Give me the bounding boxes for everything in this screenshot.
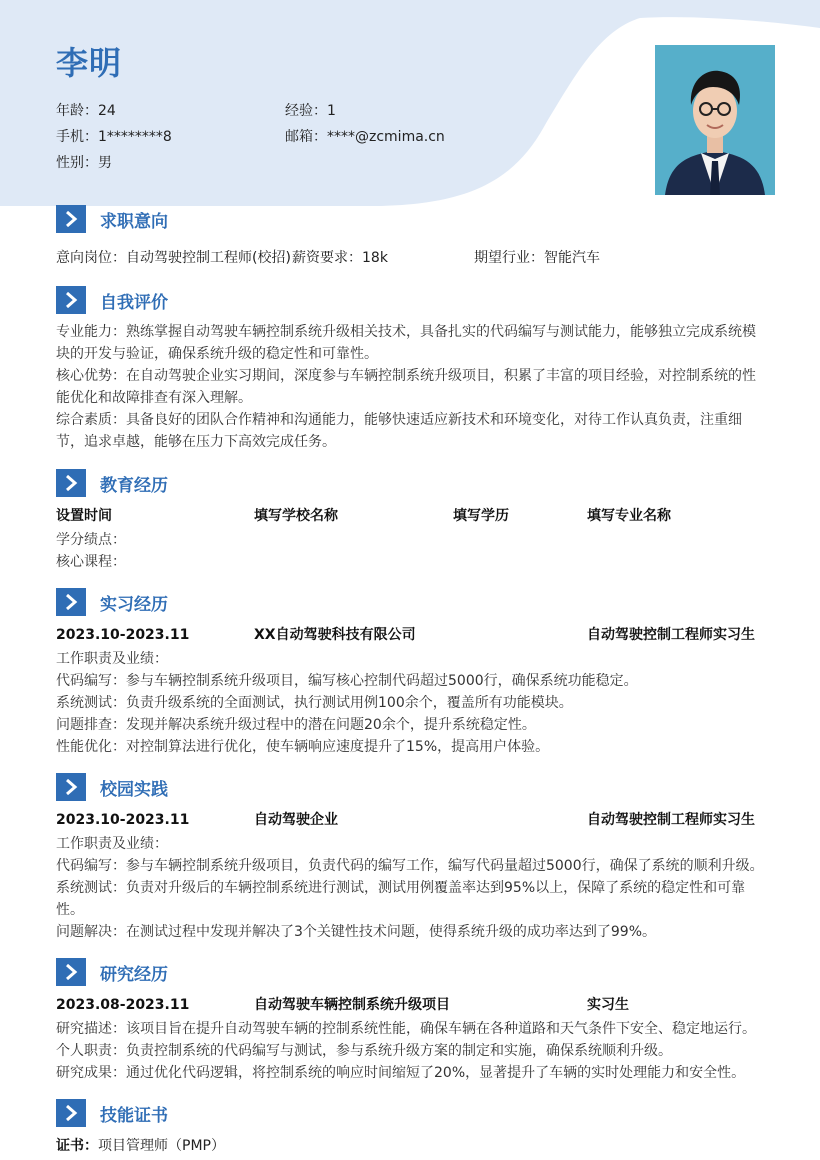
intent-salary: 薪资要求：18k [292,250,388,266]
phone-info: 手机：1********8 [56,129,172,145]
age-info: 年龄：24 [56,103,116,119]
chevron-right-icon [56,286,86,314]
chevron-right-icon [56,773,86,801]
section-header-intent [56,205,168,233]
section-title-skills: 技能证书 [100,1105,168,1126]
self-eval-paragraph: 专业能力：熟练掌握自动驾驶车辆控制系统升级相关技术，具备扎实的代码编写与测试能力，能够独立完成系统模块的开发与验证，确保系统升级的稳定性和可靠性。 [56,324,756,362]
candidate-name: 李明 [56,44,123,82]
research-line: 研究描述：该项目旨在提升自动驾驶车辆的控制系统性能，确保车辆在各种道路和天气条件下安全、稳定地运行。 [56,1021,756,1037]
chevron-right-icon [56,588,86,616]
chevron-right-icon [56,469,86,497]
education-school: 填写学校名称 [254,508,338,524]
internship-company: XX自动驾驶科技有限公司 [254,627,416,643]
research-project: 自动驾驶车辆控制系统升级项目 [254,997,450,1013]
research-line: 研究成果：通过优化代码逻辑，将控制系统的响应时间缩短了20%，显著提升了车辆的实时处理能力和安全性。 [56,1065,746,1081]
intent-position: 意向岗位：自动驾驶控制工程师(校招) [56,250,291,266]
section-title-internship: 实习经历 [100,594,168,615]
education-major: 填写专业名称 [587,508,671,524]
internship-details [56,648,768,758]
internship-row [56,624,768,646]
cert-value: 项目管理师（PMP） [98,1138,225,1154]
campus-details [56,833,768,943]
campus-line: 代码编写：参与车辆控制系统升级项目，负责代码的编写工作，编写代码量超过5000行，确保了系统的顺利升级。 [56,858,764,874]
section-title-education: 教育经历 [100,475,168,496]
section-title-intent: 求职意向 [100,211,168,232]
internship-line: 系统测试：负责升级系统的全面测试，执行测试用例100余个，覆盖所有功能模块。 [56,695,573,711]
chevron-right-icon [56,1099,86,1127]
section-header-research [56,958,168,986]
experience-info: 经验：1 [285,103,336,119]
education-row [56,505,768,527]
research-row [56,994,768,1016]
section-header-education [56,469,168,497]
intent-row [56,247,768,269]
section-header-skills [56,1099,168,1127]
research-line: 个人职责：负责控制系统的代码编写与测试，参与系统升级方案的制定和实施，确保系统顺利升级。 [56,1043,672,1059]
email-info: 邮箱：****@zcmima.cn [285,129,445,145]
section-title-research: 研究经历 [100,964,168,985]
campus-role: 自动驾驶控制工程师实习生 [587,812,755,828]
profile-photo [655,45,775,195]
campus-time: 2023.10-2023.11 [56,812,190,828]
section-title-campus: 校园实践 [100,779,168,800]
cert-label: 证书： [56,1138,98,1154]
education-degree: 填写学历 [453,508,509,524]
internship-line: 性能优化：对控制算法进行优化，使车辆响应速度提升了15%，提高用户体验。 [56,739,550,755]
education-gpa: 学分绩点： [56,532,126,548]
section-title-self-eval: 自我评价 [100,292,168,313]
campus-line: 问题解决：在测试过程中发现并解决了3个关键性技术问题，使得系统升级的成功率达到了99%。 [56,924,657,940]
internship-time: 2023.10-2023.11 [56,627,190,643]
education-time: 设置时间 [56,508,112,524]
internship-line: 代码编写：参与车辆控制系统升级项目，编写核心控制代码超过5000行，确保系统功能稳定。 [56,673,638,689]
research-time: 2023.08-2023.11 [56,997,190,1013]
section-header-self-eval [56,286,168,314]
research-role: 实习生 [587,997,629,1013]
campus-line: 工作职责及业绩： [56,836,168,852]
section-header-internship [56,588,168,616]
internship-role: 自动驾驶控制工程师实习生 [587,627,755,643]
campus-line: 系统测试：负责对升级后的车辆控制系统进行测试，测试用例覆盖率达到95%以上，保障了系统的稳定性和可靠性。 [56,880,746,918]
skills-row [56,1135,768,1157]
self-eval-text [56,321,768,453]
section-header-campus [56,773,168,801]
chevron-right-icon [56,958,86,986]
campus-row [56,809,768,831]
education-details [56,529,768,573]
self-eval-paragraph: 核心优势：在自动驾驶企业实习期间，深度参与车辆控制系统升级项目，积累了丰富的项目经验，对控制系统的性能优化和故障排查有深入理解。 [56,368,756,406]
self-eval-paragraph: 综合素质：具备良好的团队合作精神和沟通能力，能够快速适应新技术和环境变化，对待工作认真负责，注重细节，追求卓越，能够在压力下高效完成任务。 [56,412,742,450]
internship-line: 问题排查：发现并解决系统升级过程中的潜在问题20余个，提升系统稳定性。 [56,717,536,733]
chevron-right-icon [56,205,86,233]
education-courses: 核心课程： [56,554,126,570]
research-details [56,1018,768,1084]
internship-line: 工作职责及业绩： [56,651,168,667]
campus-org: 自动驾驶企业 [254,812,338,828]
gender-info: 性别：男 [56,155,112,171]
intent-industry: 期望行业：智能汽车 [474,250,600,266]
